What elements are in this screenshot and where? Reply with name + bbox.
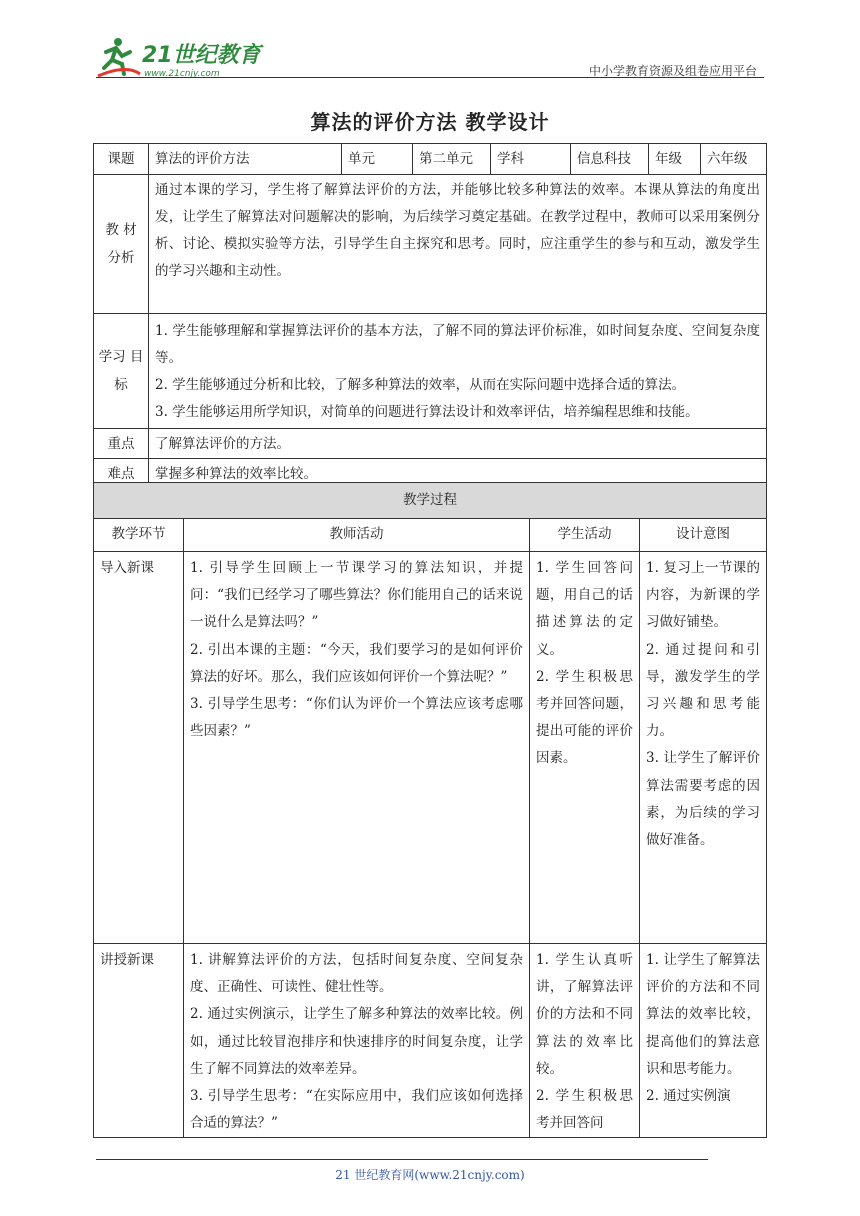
teacher-cell — [184, 552, 530, 944]
grade-label: 年级 — [649, 144, 701, 175]
process-title: 教学过程 — [94, 483, 767, 519]
stage-cell: 导入新课 — [94, 552, 184, 944]
table-row — [94, 944, 767, 1138]
unit-value: 第二单元 — [413, 144, 491, 175]
analysis-label: 教 材 分析 — [94, 175, 149, 314]
list-item: 2. 学生积极思考并回答问 — [536, 1088, 633, 1132]
list-item: 1. 复习上一节课的内容，为新课的学习做好铺垫。 — [646, 560, 760, 631]
difficulty-text: 掌握多种算法的效率比较。 — [149, 459, 767, 489]
list-item: 3. 引导学生思考：“你们认为评价一个算法应该考虑哪些因素？” — [190, 696, 523, 740]
list-item: 3. 让学生了解评价算法需要考虑的因素，为后续的学习做好准备。 — [646, 750, 760, 849]
col-stage: 教学环节 — [94, 519, 184, 552]
intent-cell — [640, 552, 767, 944]
document-title: 算法的评价方法 教学设计 — [310, 110, 550, 134]
list-item: 2. 通过实例演 — [646, 1088, 731, 1105]
stage-cell: 讲授新课 — [94, 944, 184, 1138]
unit-label: 单元 — [342, 144, 413, 175]
col-student: 学生活动 — [530, 519, 640, 552]
svg-text:www.21cnjy.com: www.21cnjy.com — [144, 69, 220, 79]
footer-divider — [96, 1159, 708, 1160]
goal-item: 1. 学生能够理解和掌握算法评价的基本方法，了解不同的算法评价标准，如时间复杂度、空间复杂度等。 — [155, 323, 760, 366]
grade-value: 六年级 — [701, 144, 767, 175]
col-intent: 设计意图 — [640, 519, 767, 552]
subject-value: 信息科技 — [571, 144, 649, 175]
list-item: 2. 通过提问和引导，激发学生的学习兴趣和思考能力。 — [646, 641, 760, 740]
list-item: 1. 让学生了解算法评价的方法和不同算法的效率比较，提高他们的算法意识和思考能力。 — [646, 952, 760, 1077]
list-item: 1. 学生认真听讲，了解算法评价的方法和不同算法的效率比较。 — [536, 952, 633, 1077]
goals-list — [149, 314, 767, 429]
lesson-label: 课题 — [94, 144, 149, 175]
table-row — [94, 552, 767, 944]
list-item: 2. 引出本课的主题：“今天，我们要学习的是如何评价算法的好坏。那么，我们应该如何评价一个算法呢？” — [190, 641, 523, 685]
header-divider — [96, 77, 764, 78]
teaching-process-table — [93, 482, 767, 1138]
list-item: 1. 引导学生回顾上一节课学习的算法知识，并提问：“我们已经学习了哪些算法？你们能用自己的话来说一说什么是算法吗？” — [190, 560, 523, 631]
student-cell — [530, 552, 640, 944]
svg-text:21世纪教育: 21世纪教育 — [142, 43, 261, 68]
list-item: 3. 引导学生思考：“在实际应用中，我们应该如何选择合适的算法？” — [190, 1088, 523, 1132]
subject-label: 学科 — [491, 144, 571, 175]
goal-item: 3. 学生能够运用所学知识，对简单的问题进行算法设计和效率评估，培养编程思维和技能。 — [155, 404, 699, 420]
key-point-text: 了解算法评价的方法。 — [149, 429, 767, 459]
key-point-label: 重点 — [94, 429, 149, 459]
student-cell — [530, 944, 640, 1138]
platform-name: 中小学教育资源及组卷应用平台 — [588, 64, 757, 78]
lesson-info-table — [93, 143, 767, 489]
list-item: 1. 学生回答问题，用自己的话描述算法的定义。 — [536, 560, 633, 658]
analysis-text: 通过本课的学习，学生将了解算法评价的方法，并能够比较多种算法的效率。本课从算法的角度出发，让学生了解算法对问题解决的影响，为后续学习奠定基础。在教学过程中，教师可以采用案例分析、讨论、模拟实验等方法，引导学生自主探究和思考。同时，应注重学生的参与和互动，激发学生的学习兴趣和主动性。 — [149, 175, 767, 314]
logo-icon — [96, 34, 266, 80]
col-teacher: 教师活动 — [184, 519, 530, 552]
list-item: 2. 通过实例演示，让学生了解多种算法的效率比较。例如，通过比较冒泡排序和快速排序的时间复杂度，让学生了解不同算法的效率差异。 — [190, 1006, 523, 1077]
lesson-value: 算法的评价方法 — [149, 144, 342, 175]
teacher-cell — [184, 944, 530, 1138]
intent-cell — [640, 944, 767, 1138]
list-item: 1. 讲解算法评价的方法，包括时间复杂度、空间复杂度、正确性、可读性、健壮性等。 — [190, 952, 523, 996]
footer-link[interactable]: 21 世纪教育网(www.21cnjy.com) — [335, 1168, 525, 1182]
page-header — [0, 0, 860, 90]
list-item: 2. 学生积极思考并回答问题，提出可能的评价因素。 — [536, 668, 633, 767]
goal-item: 2. 学生能够通过分析和比较，了解多种算法的效率，从而在实际问题中选择合适的算法。 — [155, 377, 686, 393]
difficulty-label: 难点 — [94, 459, 149, 489]
goals-label: 学习 目标 — [94, 314, 149, 429]
